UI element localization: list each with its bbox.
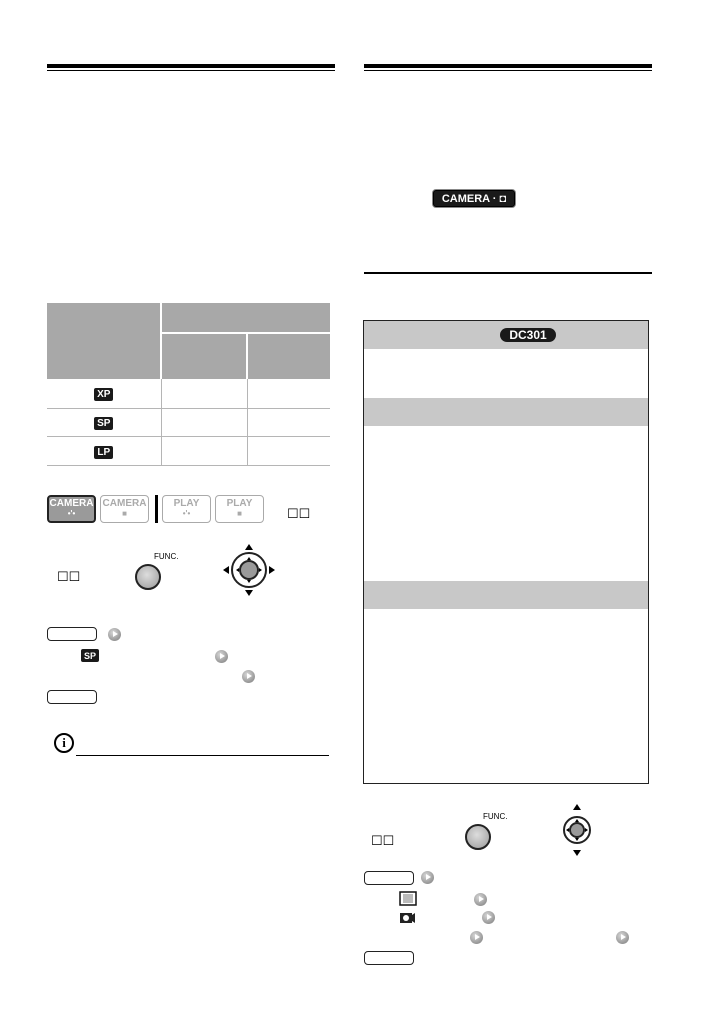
info-icon: i — [54, 733, 74, 753]
play-movie-mode-button[interactable] — [162, 495, 211, 523]
table-header-group — [161, 303, 330, 333]
func-label: FUNC. — [483, 812, 508, 821]
table-row — [47, 408, 330, 436]
recording-time-table — [47, 303, 330, 466]
right-section-rule — [364, 64, 652, 68]
arrow-icon — [482, 911, 495, 924]
subsection-rule — [364, 272, 652, 274]
func-button[interactable] — [135, 564, 161, 590]
mode-separator — [155, 495, 158, 523]
func-button[interactable] — [465, 824, 491, 850]
arrow-icon — [470, 931, 483, 944]
func-label: FUNC. — [154, 552, 179, 561]
movie-icon: •'• — [67, 509, 76, 518]
func-key-graphic — [47, 690, 97, 704]
camcorder-icon — [398, 909, 416, 926]
book-reference-icon: ☐☐ — [371, 833, 395, 848]
arrow-icon — [616, 931, 629, 944]
func-key-graphic — [364, 871, 414, 885]
movie-icon: •'• — [182, 509, 191, 518]
note-rule — [76, 755, 329, 756]
book-reference-icon: ☐☐ — [57, 569, 81, 584]
camera-photo-mode-badge: CAMERA · ◘ — [433, 190, 515, 207]
photo-icon: ■ — [237, 509, 242, 518]
table-header-col1 — [161, 333, 247, 379]
mode-label: CAMERA — [102, 498, 147, 509]
option-header — [364, 581, 648, 609]
camera-movie-mode-button[interactable] — [47, 495, 96, 523]
option-header — [364, 321, 648, 349]
arrow-icon — [108, 628, 121, 641]
play-photo-mode-button[interactable] — [215, 495, 264, 523]
joystick-icon[interactable] — [222, 543, 276, 597]
option-header — [364, 398, 648, 426]
sp-mode-icon: SP — [81, 649, 99, 662]
arrow-icon — [474, 893, 487, 906]
book-reference-icon: ☐☐ — [287, 506, 311, 521]
func-key-graphic — [364, 951, 414, 965]
table-header-mode — [47, 303, 161, 379]
sp-mode-icon: SP — [94, 417, 113, 430]
table-row — [47, 436, 330, 465]
lp-mode-icon: LP — [94, 446, 113, 459]
arrow-icon — [421, 871, 434, 884]
mode-label: CAMERA — [49, 498, 94, 509]
model-badge: DC301 — [500, 328, 556, 342]
mode-label: PLAY — [226, 498, 253, 509]
card-icon — [398, 891, 418, 906]
func-key-graphic — [47, 627, 97, 641]
arrow-icon — [242, 670, 255, 683]
options-box — [363, 320, 649, 784]
left-section-rule — [47, 64, 335, 68]
mode-label: PLAY — [173, 498, 200, 509]
joystick-icon[interactable] — [558, 803, 596, 857]
arrow-icon — [215, 650, 228, 663]
camera-photo-mode-button[interactable] — [100, 495, 149, 523]
photo-icon: ■ — [122, 509, 127, 518]
table-header-col2 — [247, 333, 330, 379]
table-row — [47, 379, 330, 408]
xp-mode-icon: XP — [94, 388, 113, 401]
